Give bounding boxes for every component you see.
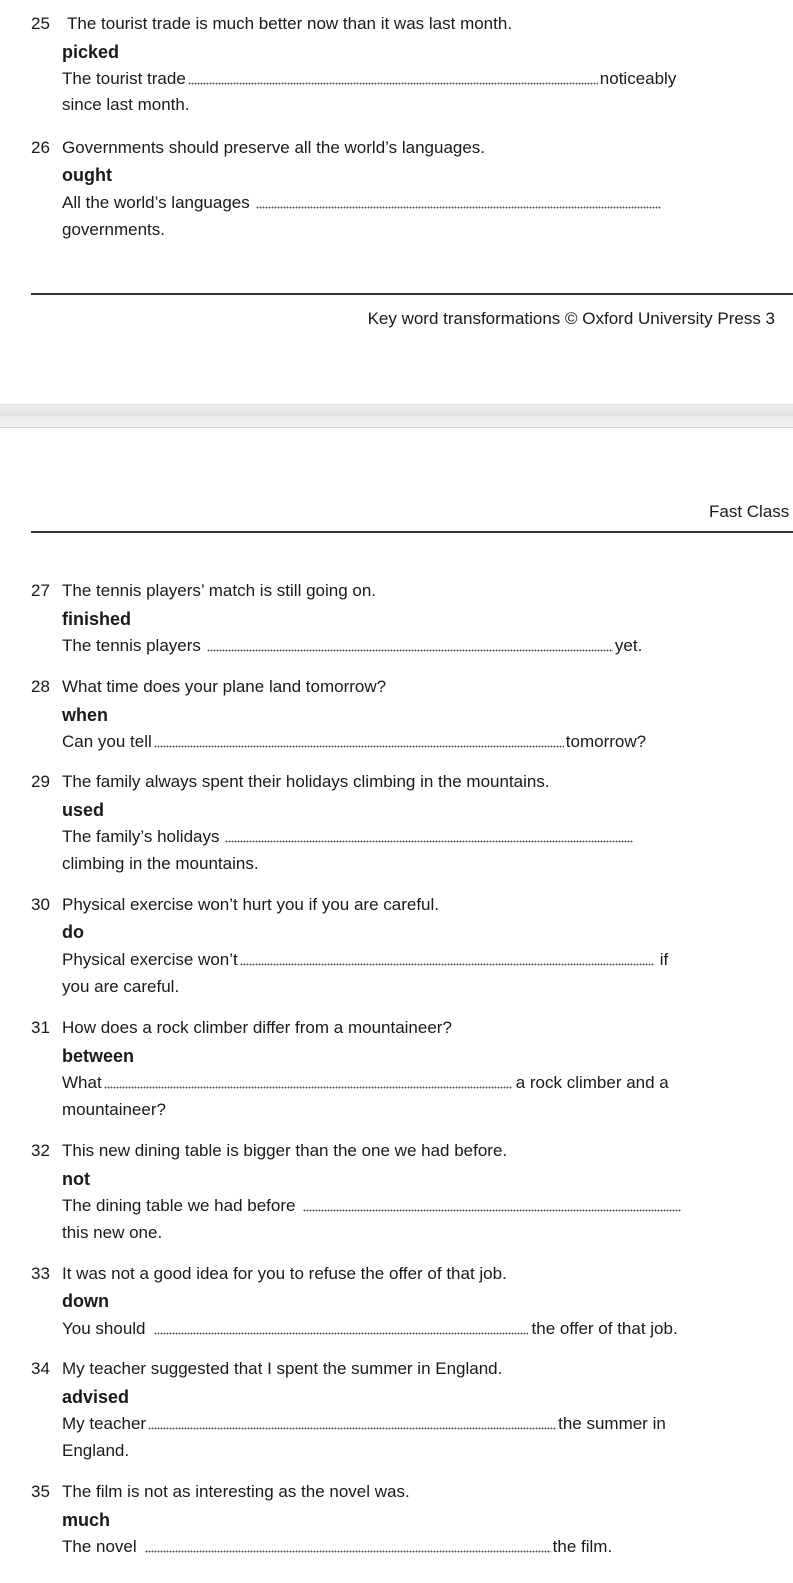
answer-line: [62, 732, 646, 752]
footer-rule: [31, 293, 793, 295]
answer-suffix: the film.: [552, 1537, 613, 1556]
keyword: much: [62, 1510, 111, 1530]
question-number: 32: [31, 1141, 50, 1160]
answer-continuation: mountaineer?: [62, 1100, 166, 1119]
answer-blank[interactable]: [104, 1086, 512, 1089]
answer-prefix: The tourist trade: [62, 69, 186, 88]
answer-prefix: My teacher: [62, 1414, 147, 1433]
question-number: 31: [31, 1018, 50, 1037]
question-number: 27: [31, 581, 50, 600]
answer-prefix: Physical exercise won’t: [62, 950, 238, 969]
answer-prefix: The dining table we had before: [62, 1196, 296, 1215]
answer-suffix: noticeably: [599, 69, 677, 88]
question-sentence: My teacher suggested that I spent the summer in England.: [62, 1359, 503, 1378]
answer-line: [62, 193, 663, 213]
question-sentence: The tourist trade is much better now than it was last month.: [67, 14, 513, 33]
keyword: do: [62, 922, 84, 942]
question-number: 35: [31, 1482, 50, 1501]
answer-blank[interactable]: [303, 1209, 681, 1212]
answer-continuation: this new one.: [62, 1223, 163, 1242]
answer-line: [62, 950, 668, 970]
answer-blank[interactable]: [148, 1427, 556, 1430]
keyword: finished: [62, 609, 132, 629]
answer-continuation: governments.: [62, 220, 165, 239]
answer-line: [62, 1196, 683, 1216]
question-sentence: What time does your plane land tomorrow?: [62, 677, 387, 696]
answer-blank[interactable]: [225, 840, 633, 843]
answer-line: [62, 636, 642, 656]
page-footer: Key word transformations © Oxford University Press 3: [367, 309, 775, 328]
keyword: not: [62, 1169, 90, 1189]
answer-prefix: You should: [62, 1319, 146, 1338]
question-number: 26: [31, 138, 50, 157]
answer-prefix: What: [62, 1073, 102, 1092]
answer-prefix: Can you tell: [62, 732, 152, 751]
keyword: between: [62, 1046, 135, 1066]
answer-blank[interactable]: [154, 745, 564, 748]
question-number: 25: [31, 14, 50, 33]
answer-line: [62, 827, 635, 847]
header-rule: [31, 531, 793, 533]
question-sentence: This new dining table is bigger than the one we had before.: [62, 1141, 508, 1160]
question-number: 28: [31, 677, 50, 696]
answer-line: [62, 1319, 678, 1339]
answer-suffix: yet.: [614, 636, 643, 655]
answer-prefix: All the world’s languages: [62, 193, 250, 212]
answer-suffix: the offer of that job.: [531, 1319, 678, 1338]
question-number: 29: [31, 772, 50, 791]
question-number: 30: [31, 895, 50, 914]
keyword: advised: [62, 1387, 130, 1407]
answer-line: [62, 1073, 669, 1093]
answer-suffix: the summer in: [558, 1414, 666, 1433]
keyword: down: [62, 1291, 109, 1311]
answer-blank[interactable]: [207, 649, 613, 652]
answer-line: [62, 1537, 612, 1557]
answer-blank[interactable]: [154, 1332, 528, 1335]
keyword: ought: [62, 165, 112, 185]
answer-prefix: The tennis players: [62, 636, 201, 655]
answer-blank[interactable]: [256, 206, 661, 209]
answer-blank[interactable]: [188, 82, 598, 85]
answer-suffix: if: [659, 950, 669, 969]
question-number: 33: [31, 1264, 50, 1283]
answer-blank[interactable]: [145, 1550, 551, 1553]
answer-line: [62, 69, 676, 89]
question-sentence: It was not a good idea for you to refuse the offer of that job.: [62, 1264, 507, 1283]
answer-blank[interactable]: [240, 963, 654, 966]
answer-continuation: England.: [62, 1441, 130, 1460]
question-sentence: The tennis players’ match is still going on.: [62, 581, 377, 600]
answer-prefix: The family’s holidays: [62, 827, 220, 846]
question-sentence: The film is not as interesting as the novel was.: [62, 1482, 410, 1501]
answer-continuation: since last month.: [62, 95, 190, 114]
page-header: Fast Class: [709, 502, 790, 521]
page-break: [0, 404, 793, 428]
keyword: used: [62, 800, 105, 820]
answer-prefix: The novel: [62, 1537, 137, 1556]
answer-continuation: you are careful.: [62, 977, 180, 996]
keyword: when: [62, 705, 109, 725]
answer-continuation: climbing in the mountains.: [62, 854, 259, 873]
question-sentence: The family always spent their holidays climbing in the mountains.: [62, 772, 550, 791]
question-sentence: How does a rock climber differ from a mountaineer?: [62, 1018, 452, 1037]
answer-suffix: tomorrow?: [565, 732, 647, 751]
question-sentence: Physical exercise won’t hurt you if you are careful.: [62, 895, 440, 914]
answer-suffix: a rock climber and a: [515, 1073, 669, 1092]
question-number: 34: [31, 1359, 50, 1378]
answer-line: [62, 1414, 666, 1434]
question-sentence: Governments should preserve all the world’s languages.: [62, 138, 486, 157]
keyword: picked: [62, 42, 120, 62]
